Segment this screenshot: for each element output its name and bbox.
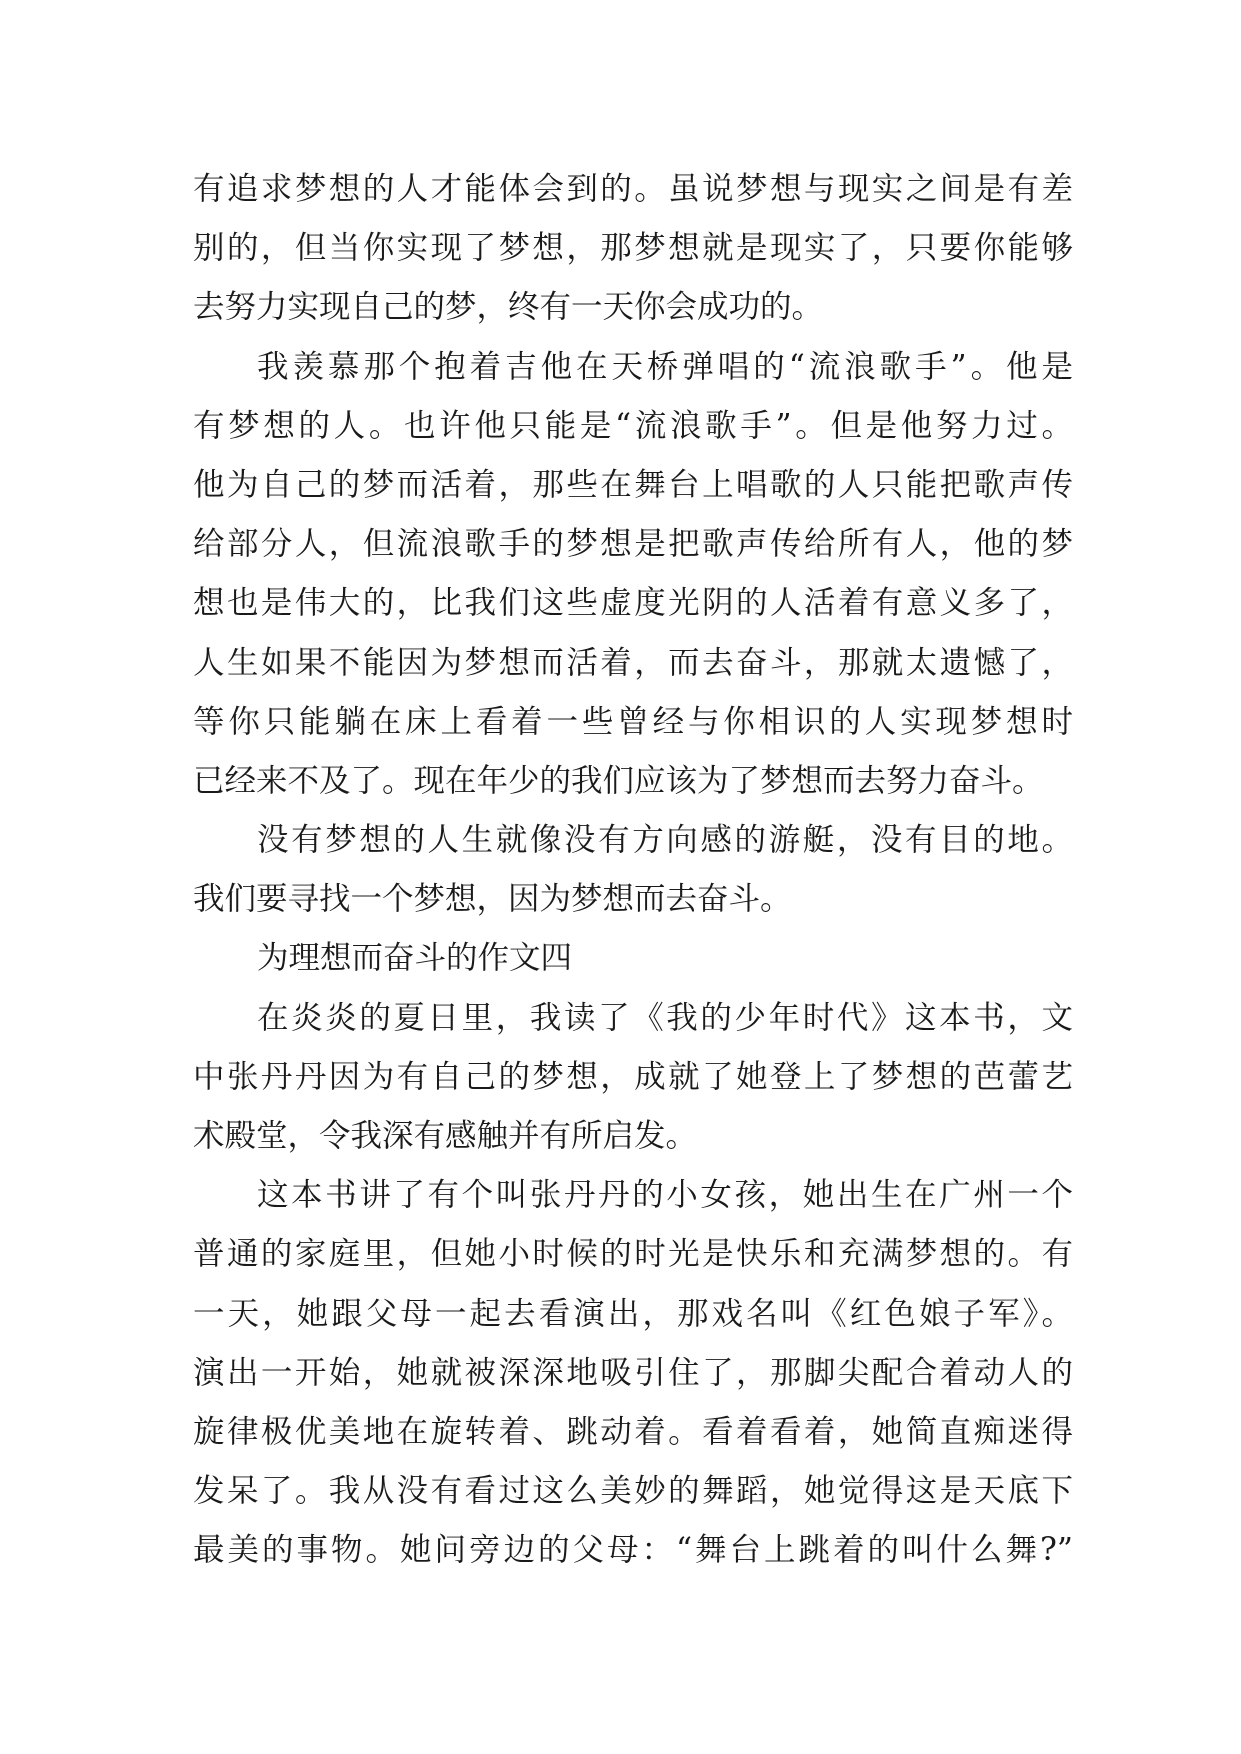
text-line: 术殿堂，令我深有感触并有所启发。 xyxy=(193,1118,698,1154)
text-line: 想也是伟大的，比我们这些虚度光阴的人活着有意义多了， xyxy=(193,585,1073,622)
text-line: 等你只能躺在床上看着一些曾经与你相识的人实现梦想时 xyxy=(193,703,1073,740)
essay-body xyxy=(193,160,1073,1581)
text-line: 他为自己的梦而活着，那些在舞台上唱歌的人只能把歌声传 xyxy=(193,466,1073,503)
text-line: 去努力实现自己的梦，终有一天你会成功的。 xyxy=(193,289,824,326)
text-line: 我羡慕那个抱着吉他在天桥弹唱的“流浪歌手”。他是 xyxy=(257,348,1073,385)
text-line: 最美的事物。她问旁边的父母：“舞台上跳着的叫什么舞?” xyxy=(193,1532,1073,1569)
text-line: 一天，她跟父母一起去看演出，那戏名叫《红色娘子军》。 xyxy=(193,1295,1073,1332)
text-line: 有梦想的人。也许他只能是“流浪歌手”。但是他努力过。 xyxy=(193,407,1073,444)
text-line: 发呆了。我从没有看过这么美妙的舞蹈，她觉得这是天底下 xyxy=(193,1473,1073,1510)
text-line: 这本书讲了有个叫张丹丹的小女孩，她出生在广州一个 xyxy=(257,1177,1073,1214)
text-line: 旋律极优美地在旋转着、跳动着。看着看着，她简直痴迷得 xyxy=(193,1413,1073,1450)
text-line: 有追求梦想的人才能体会到的。虽说梦想与现实之间是有差 xyxy=(193,171,1073,207)
text-line: 人生如果不能因为梦想而活着，而去奋斗，那就太遗憾了， xyxy=(193,644,1073,681)
text-line: 普通的家庭里，但她小时候的时光是快乐和充满梦想的。有 xyxy=(193,1236,1073,1273)
text-line: 给部分人，但流浪歌手的梦想是把歌声传给所有人，他的梦 xyxy=(193,526,1073,563)
text-line: 演出一开始，她就被深深地吸引住了，那脚尖配合着动人的 xyxy=(193,1354,1073,1391)
text-line: 中张丹丹因为有自己的梦想，成就了她登上了梦想的芭蕾艺 xyxy=(193,1058,1073,1095)
text-line: 别的，但当你实现了梦想，那梦想就是现实了，只要你能够 xyxy=(193,230,1073,267)
text-line: 为理想而奋斗的作文四 xyxy=(257,940,573,977)
text-line: 我们要寻找一个梦想，因为梦想而去奋斗。 xyxy=(193,881,792,918)
text-line: 已经来不及了。现在年少的我们应该为了梦想而去努力奋斗。 xyxy=(193,762,1044,799)
text-line: 在炎炎的夏日里，我读了《我的少年时代》这本书，文 xyxy=(257,999,1073,1036)
text-line: 没有梦想的人生就像没有方向感的游艇，没有目的地。 xyxy=(257,822,1073,859)
